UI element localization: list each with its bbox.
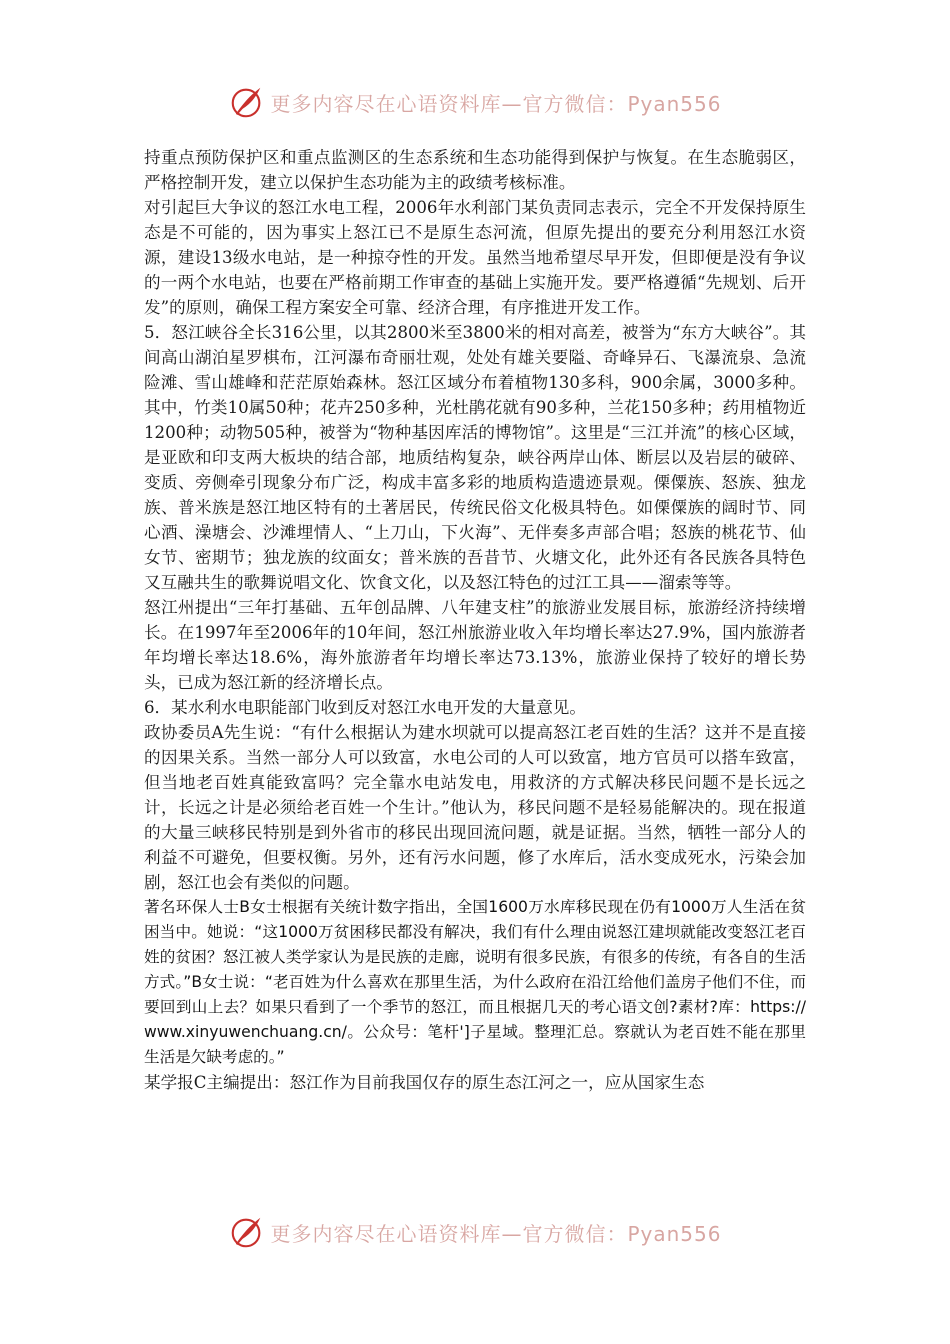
banner-text: 更多内容尽在心语资料库—官方微信：Pyan556	[270, 1221, 722, 1246]
quill-logo-icon	[228, 83, 266, 121]
footer-banner	[0, 1210, 950, 1254]
header-banner	[0, 80, 950, 124]
paragraph-4: 怒江州提出“三年打基础、五年创品牌、八年建支柱”的旅游业发展目标，旅游经济持续增长。在1997年至2006年的10年间，怒江州旅游业收入年均增长率达27.9%，国内旅游者年均增长率达18.6%，海外旅游者年均增长率达73.13%，旅游业保持了较好的增长势头，已成为怒江新的经济增长点。	[144, 598, 806, 692]
paragraph-6: 政协委员A先生说：“有什么根据认为建水坝就可以提高怒江老百姓的生活？这并不是直接的因果关系。当然一部分人可以致富，水电公司的人可以致富，地方官员可以搭车致富，但当地老百姓真能致富吗？完全靠水电站发电，用救济的方式解决移民问题不是长远之计，长远之计是必须给老百姓一个生计。”他认为，移民问题不是轻易能解决的。现在报道的大量三峡移民特别是到外省市的移民出现回流问题，就是证据。当然，牺牲一部分人的利益不可避免，但要权衡。另外，还有污水问题，修了水库后，活水变成死水，污染会加剧，怒江也会有类似的问题。	[144, 723, 806, 892]
paragraph-1: 持重点预防保护区和重点监测区的生态系统和生态功能得到保护与恢复。在生态脆弱区，严格控制开发，建立以保护生态功能为主的政绩考核标准。	[144, 148, 806, 192]
document-body	[144, 145, 806, 1095]
banner-text: 更多内容尽在心语资料库—官方微信：Pyan556	[270, 91, 722, 116]
quill-logo-icon	[228, 1213, 266, 1251]
paragraph-2: 对引起巨大争议的怒江水电工程，2006年水利部门某负责同志表示，完全不开发保持原生态是不可能的，因为事实上怒江已不是原生态河流，但原先提出的要充分利用怒江水资源，建设13级水电站，是一种掠夺性的开发。虽然当地希望尽早开发，但即便是没有争议的一两个水电站，也要在严格前期工作审查的基础上实施开发。要严格遵循“先规划、后开发”的原则，确保工程方案安全可靠、经济合理，有序推进开发工作。	[144, 198, 806, 317]
paragraph-8: 某学报C主编提出：怒江作为目前我国仅存的原生态江河之一，应从国家生态	[144, 1073, 705, 1092]
paragraph-3: 5．怒江峡谷全长316公里，以其2800米至3800米的相对高差，被誉为“东方大峡谷”。其间高山湖泊星罗棋布，江河瀑布奇丽壮观，处处有雄关要隘、奇峰异石、飞瀑流泉、急流险滩、雪山雄峰和茫茫原始森林。怒江区域分布着植物130多科，900余属，3000多种。其中，竹类10属50种；花卉250多种，光杜鹃花就有90多种，兰花150多种；药用植物近1200种；动物505种，被誉为“物种基因库活的博物馆”。这里是“三江并流”的核心区域，是亚欧和印支两大板块的结合部，地质结构复杂，峡谷两岸山体、断层以及岩层的破碎、变质、旁侧牵引现象分布广泛，构成丰富多彩的地质构造遗迹景观。傈僳族、怒族、独龙族、普米族是怒江地区特有的土著居民，传统民俗文化极具特色。如傈僳族的阔时节、同心酒、澡塘会、沙滩埋情人、“上刀山，下火海”、无伴奏多声部合唱；怒族的桃花节、仙女节、密期节；独龙族的纹面女；普米族的吾昔节、火塘文化，此外还有各民族各具特色又互融共生的歌舞说唱文化、饮食文化，以及怒江特色的过江工具——溜索等等。	[144, 323, 806, 592]
paragraph-7: 著名环保人士B女士根据有关统计数字指出，全国1600万水库移民现在仍有1000万人生活在贫困当中。她说：“这1000万贫困移民都没有解决，我们有什么理由说怒江建坝就能改变怒江老百姓的贫困？怒江被人类学家认为是民族的走廊，说明有很多民族，有很多的传统，有各自的生活方式。”B女士说：“老百姓为什么喜欢在那里生活，为什么政府在沿江给他们盖房子他们不住，而要回到山上去？如果只看到了一个季节的怒江，而且根据几天的考心语文创?素材?库：https://www.xinyuwenchuang.cn/。公众号：笔杆']子星域。整理汇总。察就认为老百姓不能在那里生活是欠缺考虑的。”	[144, 898, 806, 1066]
paragraph-5: 6．某水利水电职能部门收到反对怒江水电开发的大量意见。	[144, 698, 586, 717]
